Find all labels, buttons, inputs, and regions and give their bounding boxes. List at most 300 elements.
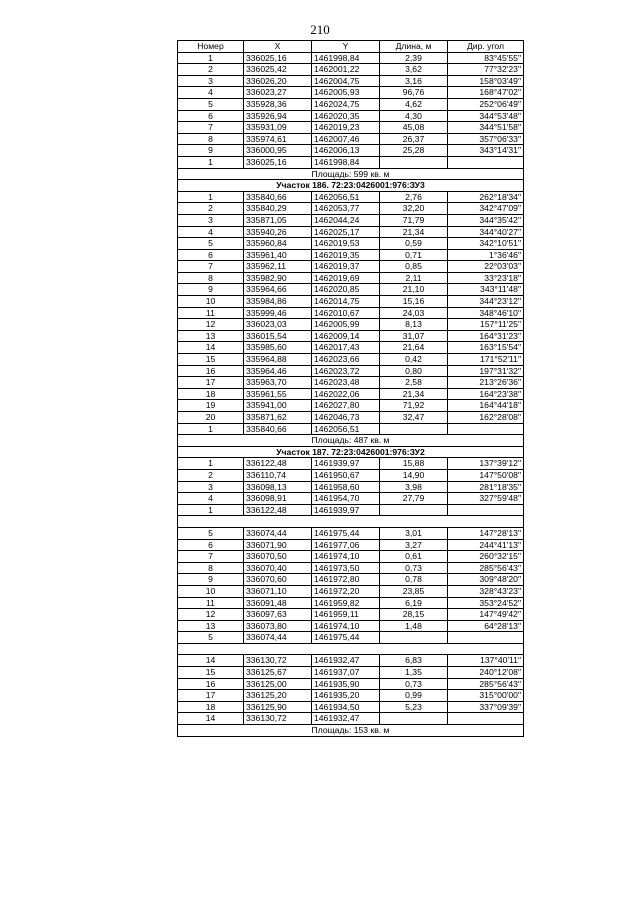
x-cell: 336122,48	[244, 504, 312, 516]
length-cell	[380, 713, 448, 725]
table-row	[178, 249, 524, 261]
x-cell: 335964,46	[244, 365, 312, 377]
table-row	[178, 272, 524, 284]
section-title: Участок 187. 72:23:0426001:976:ЗУ2	[178, 446, 524, 458]
table-row	[178, 156, 524, 168]
table-row	[178, 551, 524, 563]
direction-angle-cell: 344°53'48"	[448, 110, 524, 122]
direction-angle-cell: 168°47'02"	[448, 87, 524, 99]
y-cell: 1462014,75	[312, 296, 380, 308]
y-cell: 1462019,69	[312, 272, 380, 284]
direction-angle-cell: 147°50'08"	[448, 469, 524, 481]
length-cell: 1,48	[380, 620, 448, 632]
x-cell: 335961,55	[244, 388, 312, 400]
length-cell: 71,92	[380, 400, 448, 412]
direction-angle-cell: 344°51'58"	[448, 122, 524, 134]
y-cell: 1461935,90	[312, 678, 380, 690]
table-row	[178, 110, 524, 122]
y-cell: 1461935,20	[312, 690, 380, 702]
table-row	[178, 620, 524, 632]
table-row	[178, 423, 524, 435]
direction-angle-cell: 344°40'27"	[448, 226, 524, 238]
x-cell: 336023,03	[244, 319, 312, 331]
section-title: Участок 186. 72:23:0426001:976:ЗУ3	[178, 180, 524, 192]
point-number-cell: 10	[178, 585, 244, 597]
table-row	[178, 655, 524, 667]
point-number-cell: 7	[178, 551, 244, 563]
point-number-cell: 18	[178, 388, 244, 400]
table-row	[178, 701, 524, 713]
y-cell: 1462005,99	[312, 319, 380, 331]
area-label: Площадь: 599 кв. м	[178, 168, 524, 180]
direction-angle-cell: 342°10'51"	[448, 238, 524, 250]
point-number-cell: 7	[178, 122, 244, 134]
direction-angle-cell: 164°44'18"	[448, 400, 524, 412]
area-row	[178, 725, 524, 737]
table-row	[178, 191, 524, 203]
table-row	[178, 539, 524, 551]
y-cell: 1461932,47	[312, 713, 380, 725]
table-row	[178, 261, 524, 273]
direction-angle-cell: 157°11'25"	[448, 319, 524, 331]
x-cell: 335960,84	[244, 238, 312, 250]
x-cell: 336130,72	[244, 655, 312, 667]
length-cell: 0,61	[380, 551, 448, 563]
table-row	[178, 609, 524, 621]
x-cell: 336026,20	[244, 75, 312, 87]
y-cell: 1461998,84	[312, 156, 380, 168]
section-row	[178, 180, 524, 192]
y-cell: 1462053,77	[312, 203, 380, 215]
x-cell: 336071,90	[244, 539, 312, 551]
x-cell: 335871,62	[244, 412, 312, 424]
length-cell	[380, 504, 448, 516]
x-cell: 336023,27	[244, 87, 312, 99]
x-cell: 336025,16	[244, 156, 312, 168]
point-number-cell: 6	[178, 539, 244, 551]
x-cell: 336025,16	[244, 52, 312, 64]
y-cell: 1462023,72	[312, 365, 380, 377]
length-cell: 0,80	[380, 365, 448, 377]
page-number: 210	[310, 22, 330, 37]
length-cell: 2,58	[380, 377, 448, 389]
point-number-cell: 2	[178, 469, 244, 481]
y-cell: 1462019,35	[312, 249, 380, 261]
y-cell: 1461954,70	[312, 493, 380, 505]
direction-angle-cell	[448, 504, 524, 516]
point-number-cell: 10	[178, 296, 244, 308]
point-number-cell: 1	[178, 423, 244, 435]
table-row	[178, 377, 524, 389]
direction-angle-cell: 240°12'08"	[448, 667, 524, 679]
length-cell: 3,16	[380, 75, 448, 87]
direction-angle-cell: 244°41'13"	[448, 539, 524, 551]
x-cell: 335974,61	[244, 133, 312, 145]
length-cell: 21,10	[380, 284, 448, 296]
point-number-cell: 12	[178, 319, 244, 331]
point-number-cell: 3	[178, 75, 244, 87]
point-number-cell: 11	[178, 597, 244, 609]
y-cell: 1461972,80	[312, 574, 380, 586]
y-cell: 1461973,50	[312, 562, 380, 574]
point-number-cell: 5	[178, 632, 244, 644]
table-row	[178, 458, 524, 470]
direction-angle-cell: 353°24'52"	[448, 597, 524, 609]
direction-angle-cell: 285°56'43"	[448, 562, 524, 574]
point-number-cell: 13	[178, 620, 244, 632]
y-cell: 1461972,20	[312, 585, 380, 597]
table-row	[178, 562, 524, 574]
table-row	[178, 52, 524, 64]
point-number-cell: 18	[178, 701, 244, 713]
x-cell: 336073,80	[244, 620, 312, 632]
point-number-cell: 6	[178, 249, 244, 261]
point-number-cell: 7	[178, 261, 244, 273]
point-number-cell: 16	[178, 678, 244, 690]
length-cell: 32,20	[380, 203, 448, 215]
length-cell: 15,88	[380, 458, 448, 470]
y-cell: 1461934,50	[312, 701, 380, 713]
direction-angle-cell: 342°47'09"	[448, 203, 524, 215]
x-cell: 336074,44	[244, 527, 312, 539]
x-cell: 336122,48	[244, 458, 312, 470]
x-cell: 336110,74	[244, 469, 312, 481]
length-cell: 3,01	[380, 527, 448, 539]
direction-angle-cell: 343°11'48"	[448, 284, 524, 296]
table-row	[178, 214, 524, 226]
point-number-cell: 4	[178, 493, 244, 505]
direction-angle-cell: 344°23'12"	[448, 296, 524, 308]
x-cell: 336025,42	[244, 64, 312, 76]
direction-angle-cell: 197°31'32"	[448, 365, 524, 377]
length-cell	[380, 423, 448, 435]
x-cell: 336125,90	[244, 701, 312, 713]
length-cell: 6,83	[380, 655, 448, 667]
x-cell: 335984,86	[244, 296, 312, 308]
y-cell: 1461939,97	[312, 504, 380, 516]
blank-cell	[178, 516, 524, 528]
y-cell: 1462009,14	[312, 330, 380, 342]
direction-angle-cell: 213°26'36"	[448, 377, 524, 389]
y-cell: 1462046,73	[312, 412, 380, 424]
point-number-cell: 14	[178, 713, 244, 725]
table-row	[178, 75, 524, 87]
direction-angle-cell: 348°46'10"	[448, 307, 524, 319]
point-number-cell: 1	[178, 156, 244, 168]
x-cell: 336070,50	[244, 551, 312, 563]
direction-angle-cell: 252°06'49"	[448, 98, 524, 110]
x-cell: 336125,00	[244, 678, 312, 690]
x-cell: 335999,46	[244, 307, 312, 319]
y-cell: 1462004,75	[312, 75, 380, 87]
point-number-cell: 1	[178, 458, 244, 470]
section-row	[178, 446, 524, 458]
y-cell: 1462005,93	[312, 87, 380, 99]
table-row	[178, 713, 524, 725]
x-cell: 335840,66	[244, 191, 312, 203]
x-cell: 335985,60	[244, 342, 312, 354]
direction-angle-cell	[448, 632, 524, 644]
length-cell	[380, 156, 448, 168]
table-row	[178, 319, 524, 331]
point-number-cell: 19	[178, 400, 244, 412]
y-cell: 1462019,53	[312, 238, 380, 250]
direction-angle-cell: 337°09'39"	[448, 701, 524, 713]
table-row	[178, 203, 524, 215]
point-number-cell: 5	[178, 238, 244, 250]
table-row	[178, 585, 524, 597]
table-row	[178, 64, 524, 76]
point-number-cell: 1	[178, 504, 244, 516]
table-row	[178, 667, 524, 679]
direction-angle-cell: 357°06'33"	[448, 133, 524, 145]
x-cell: 335964,88	[244, 354, 312, 366]
y-cell: 1461975,44	[312, 527, 380, 539]
length-cell: 0,85	[380, 261, 448, 273]
x-cell: 335961,40	[244, 249, 312, 261]
direction-angle-cell: 162°28'08"	[448, 412, 524, 424]
length-cell: 2,76	[380, 191, 448, 203]
direction-angle-cell: 164°31'23"	[448, 330, 524, 342]
y-cell: 1462019,37	[312, 261, 380, 273]
length-cell: 21,64	[380, 342, 448, 354]
area-row	[178, 435, 524, 447]
x-cell: 336125,67	[244, 667, 312, 679]
blank-cell	[178, 643, 524, 655]
length-cell: 4,62	[380, 98, 448, 110]
y-cell: 1462017,43	[312, 342, 380, 354]
y-cell: 1462044,24	[312, 214, 380, 226]
y-cell: 1461939,97	[312, 458, 380, 470]
point-number-cell: 20	[178, 412, 244, 424]
direction-angle-cell: 344°35'42"	[448, 214, 524, 226]
y-cell: 1462027,80	[312, 400, 380, 412]
point-number-cell: 15	[178, 354, 244, 366]
x-cell: 336098,91	[244, 493, 312, 505]
point-number-cell: 8	[178, 562, 244, 574]
point-number-cell: 1	[178, 52, 244, 64]
x-cell: 336091,48	[244, 597, 312, 609]
y-cell: 1462056,51	[312, 191, 380, 203]
x-cell: 335941,00	[244, 400, 312, 412]
point-number-cell: 6	[178, 110, 244, 122]
direction-angle-cell: 33°23'18"	[448, 272, 524, 284]
y-cell: 1461998,84	[312, 52, 380, 64]
length-cell: 1,35	[380, 667, 448, 679]
x-cell: 335964,66	[244, 284, 312, 296]
direction-angle-cell: 137°39'12"	[448, 458, 524, 470]
point-number-cell: 5	[178, 527, 244, 539]
x-cell: 336070,40	[244, 562, 312, 574]
length-cell: 21,34	[380, 388, 448, 400]
point-number-cell: 5	[178, 98, 244, 110]
table-row	[178, 469, 524, 481]
length-cell: 32,47	[380, 412, 448, 424]
y-cell: 1461937,07	[312, 667, 380, 679]
table-header-row	[178, 41, 524, 53]
point-number-cell: 2	[178, 203, 244, 215]
x-cell: 335928,36	[244, 98, 312, 110]
y-cell: 1462024,75	[312, 98, 380, 110]
point-number-cell: 4	[178, 226, 244, 238]
length-cell: 8,13	[380, 319, 448, 331]
point-number-cell: 14	[178, 655, 244, 667]
table-row	[178, 678, 524, 690]
length-cell: 31,07	[380, 330, 448, 342]
length-cell: 21,34	[380, 226, 448, 238]
x-cell: 336000,95	[244, 145, 312, 157]
table-row	[178, 238, 524, 250]
direction-angle-cell: 158°03'49"	[448, 75, 524, 87]
table-row	[178, 354, 524, 366]
y-cell: 1461974,10	[312, 551, 380, 563]
table-row	[178, 98, 524, 110]
length-cell: 71,79	[380, 214, 448, 226]
table-body	[178, 52, 524, 736]
x-cell: 336130,72	[244, 713, 312, 725]
length-cell: 0,73	[380, 562, 448, 574]
length-cell: 5,23	[380, 701, 448, 713]
direction-angle-cell	[448, 423, 524, 435]
length-cell: 28,15	[380, 609, 448, 621]
point-number-cell: 8	[178, 272, 244, 284]
table-row	[178, 412, 524, 424]
table-row	[178, 690, 524, 702]
direction-angle-cell: 343°14'31"	[448, 145, 524, 157]
y-cell: 1462010,67	[312, 307, 380, 319]
x-cell: 335963,70	[244, 377, 312, 389]
table-row	[178, 388, 524, 400]
direction-angle-cell: 285°56'43"	[448, 678, 524, 690]
direction-angle-cell	[448, 713, 524, 725]
length-cell: 45,08	[380, 122, 448, 134]
header-x: X	[244, 41, 312, 53]
table-row	[178, 527, 524, 539]
point-number-cell: 9	[178, 284, 244, 296]
x-cell: 335871,05	[244, 214, 312, 226]
x-cell: 336074,44	[244, 632, 312, 644]
length-cell: 0,42	[380, 354, 448, 366]
y-cell: 1462025,17	[312, 226, 380, 238]
blank-row	[178, 643, 524, 655]
table-row	[178, 493, 524, 505]
point-number-cell: 17	[178, 377, 244, 389]
direction-angle-cell: 83°45'55"	[448, 52, 524, 64]
y-cell: 1462020,85	[312, 284, 380, 296]
y-cell: 1462022,06	[312, 388, 380, 400]
x-cell: 336098,13	[244, 481, 312, 493]
length-cell: 27,79	[380, 493, 448, 505]
point-number-cell: 17	[178, 690, 244, 702]
direction-angle-cell: 327°59'48"	[448, 493, 524, 505]
table-row	[178, 87, 524, 99]
area-label: Площадь: 153 кв. м	[178, 725, 524, 737]
table-row	[178, 481, 524, 493]
direction-angle-cell: 163°15'54"	[448, 342, 524, 354]
y-cell: 1462006,13	[312, 145, 380, 157]
length-cell: 6,19	[380, 597, 448, 609]
x-cell: 335940,26	[244, 226, 312, 238]
x-cell: 336015,54	[244, 330, 312, 342]
y-cell: 1461974,10	[312, 620, 380, 632]
direction-angle-cell: 22°03'03"	[448, 261, 524, 273]
point-number-cell: 3	[178, 214, 244, 226]
length-cell: 0,78	[380, 574, 448, 586]
direction-angle-cell: 164°23'38"	[448, 388, 524, 400]
length-cell: 3,27	[380, 539, 448, 551]
x-cell: 335931,09	[244, 122, 312, 134]
length-cell: 0,59	[380, 238, 448, 250]
length-cell: 23,85	[380, 585, 448, 597]
direction-angle-cell: 1°36'46"	[448, 249, 524, 261]
direction-angle-cell: 281°18'35"	[448, 481, 524, 493]
point-number-cell: 16	[178, 365, 244, 377]
table-row	[178, 145, 524, 157]
y-cell: 1462001,22	[312, 64, 380, 76]
table-row	[178, 504, 524, 516]
y-cell: 1462023,48	[312, 377, 380, 389]
point-number-cell: 4	[178, 87, 244, 99]
length-cell: 2,39	[380, 52, 448, 64]
y-cell: 1462023,66	[312, 354, 380, 366]
length-cell: 26,37	[380, 133, 448, 145]
direction-angle-cell: 309°48'20"	[448, 574, 524, 586]
area-label: Площадь: 487 кв. м	[178, 435, 524, 447]
header-y: Y	[312, 41, 380, 53]
direction-angle-cell: 260°32'15"	[448, 551, 524, 563]
table-row	[178, 226, 524, 238]
point-number-cell: 3	[178, 481, 244, 493]
x-cell: 336071,10	[244, 585, 312, 597]
area-row	[178, 168, 524, 180]
header-length: Длина, м	[380, 41, 448, 53]
direction-angle-cell: 315°00'00"	[448, 690, 524, 702]
point-number-cell: 14	[178, 342, 244, 354]
coordinates-table	[177, 40, 524, 737]
table-row	[178, 574, 524, 586]
direction-angle-cell: 328°43'23"	[448, 585, 524, 597]
y-cell: 1461959,82	[312, 597, 380, 609]
table-row	[178, 342, 524, 354]
y-cell: 1462020,35	[312, 110, 380, 122]
y-cell: 1462007,46	[312, 133, 380, 145]
x-cell: 335962,11	[244, 261, 312, 273]
header-number: Номер	[178, 41, 244, 53]
point-number-cell: 9	[178, 574, 244, 586]
x-cell: 335982,90	[244, 272, 312, 284]
point-number-cell: 11	[178, 307, 244, 319]
y-cell: 1462019,23	[312, 122, 380, 134]
direction-angle-cell	[448, 156, 524, 168]
length-cell: 25,28	[380, 145, 448, 157]
length-cell: 4,30	[380, 110, 448, 122]
table-row	[178, 365, 524, 377]
direction-angle-cell: 64°28'13"	[448, 620, 524, 632]
table-row	[178, 330, 524, 342]
table-row	[178, 597, 524, 609]
table-row	[178, 296, 524, 308]
y-cell: 1461975,44	[312, 632, 380, 644]
y-cell: 1461950,67	[312, 469, 380, 481]
table-row	[178, 632, 524, 644]
length-cell: 2,11	[380, 272, 448, 284]
direction-angle-cell: 147°28'13"	[448, 527, 524, 539]
length-cell: 96,76	[380, 87, 448, 99]
point-number-cell: 13	[178, 330, 244, 342]
point-number-cell: 12	[178, 609, 244, 621]
point-number-cell: 9	[178, 145, 244, 157]
y-cell: 1461932,47	[312, 655, 380, 667]
